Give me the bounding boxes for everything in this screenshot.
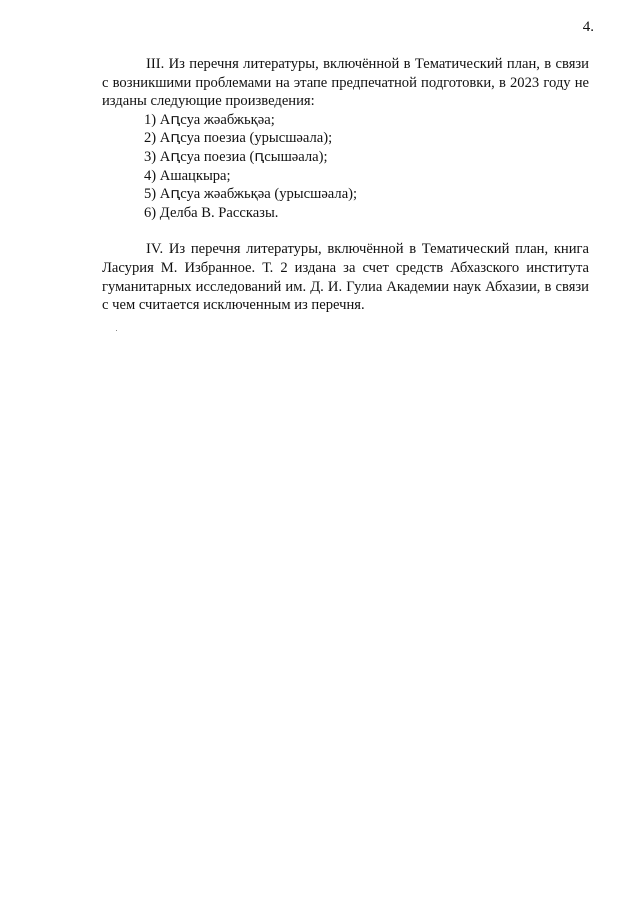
list-item: 5) Аԥсуа жәабжьқәа (урысшәала); [144,186,358,203]
list-item: 6) Делба В. Рассказы. [144,204,279,221]
page-number: 4. [582,19,594,35]
document-body [102,55,589,315]
section-4-text: IV. Из перечня литературы, включённой в Тематический план, книга Ласурия М. Избранное. Т. 2 издана за счет средств Абхазского института гуманитарных исследований им. Д. И. Гулиа Академии наук Абхазии, в связи с чем считается исключенным из перечня. [102,241,589,314]
scan-speck [116,330,117,331]
unpublished-works-list [102,111,589,223]
paragraph-gap [102,222,589,240]
section-3-intro: III. Из перечня литературы, включённой в Тематический план, в связи с возникшими проблемами на этапе предпечатной подготовки, в 2023 году не изданы следующие произведения: [102,56,589,110]
list-item: 1) Аԥсуа жәабжьқәа; [144,111,275,128]
list-item: 2) Аԥсуа поезиа (урысшәала); [144,130,333,147]
list-item: 4) Ашацкыра; [144,167,231,184]
list-item: 3) Аԥсуа поезиа (ԥсышәала); [144,148,328,165]
